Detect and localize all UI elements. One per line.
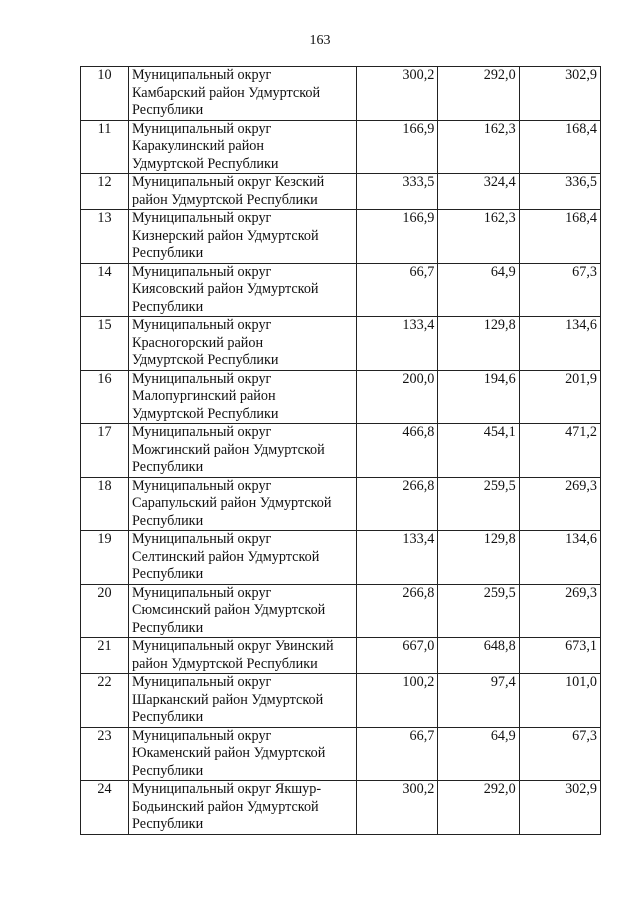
value-2: 97,4	[438, 674, 519, 728]
value-3: 168,4	[519, 210, 600, 264]
value-3: 134,6	[519, 531, 600, 585]
municipality-name: Муниципальный округ Кезский район Удмуртской Республики	[129, 174, 357, 210]
table-row	[81, 120, 601, 174]
value-3: 302,9	[519, 67, 600, 121]
table-row	[81, 638, 601, 674]
value-1: 466,8	[357, 424, 438, 478]
value-1: 266,8	[357, 477, 438, 531]
value-2: 259,5	[438, 584, 519, 638]
value-3: 101,0	[519, 674, 600, 728]
value-1: 133,4	[357, 531, 438, 585]
table-row	[81, 584, 601, 638]
municipality-name: Муниципальный округ Сарапульский район Удмуртской Республики	[129, 477, 357, 531]
value-2: 259,5	[438, 477, 519, 531]
value-3: 67,3	[519, 263, 600, 317]
table-row	[81, 674, 601, 728]
table-row	[81, 727, 601, 781]
row-number: 24	[81, 781, 129, 835]
value-1: 66,7	[357, 263, 438, 317]
municipality-name: Муниципальный округ Можгинский район Удмуртской Республики	[129, 424, 357, 478]
value-3: 471,2	[519, 424, 600, 478]
municipality-name: Муниципальный округ Якшур- Бодьинский район Удмуртской Республики	[129, 781, 357, 835]
row-number: 16	[81, 370, 129, 424]
municipality-name: Муниципальный округ Шарканский район Удмуртской Республики	[129, 674, 357, 728]
row-number: 21	[81, 638, 129, 674]
municipality-name: Муниципальный округ Увинский район Удмуртской Республики	[129, 638, 357, 674]
value-2: 454,1	[438, 424, 519, 478]
value-2: 162,3	[438, 210, 519, 264]
row-number: 23	[81, 727, 129, 781]
value-2: 64,9	[438, 263, 519, 317]
municipality-name: Муниципальный округ Красногорский район Удмуртской Республики	[129, 317, 357, 371]
municipality-name: Муниципальный округ Киясовский район Удмуртской Республики	[129, 263, 357, 317]
value-1: 300,2	[357, 67, 438, 121]
table-row	[81, 531, 601, 585]
value-1: 333,5	[357, 174, 438, 210]
table-row	[81, 317, 601, 371]
value-2: 292,0	[438, 67, 519, 121]
municipality-name: Муниципальный округ Кизнерский район Удмуртской Республики	[129, 210, 357, 264]
value-3: 201,9	[519, 370, 600, 424]
allocation-table-body	[81, 67, 601, 835]
municipality-name: Муниципальный округ Малопургинский район Удмуртской Республики	[129, 370, 357, 424]
municipality-name: Муниципальный округ Селтинский район Удмуртской Республики	[129, 531, 357, 585]
municipality-name: Муниципальный округ Сюмсинский район Удмуртской Республики	[129, 584, 357, 638]
row-number: 14	[81, 263, 129, 317]
value-3: 269,3	[519, 477, 600, 531]
value-1: 266,8	[357, 584, 438, 638]
table-row	[81, 67, 601, 121]
value-3: 302,9	[519, 781, 600, 835]
table-row	[81, 210, 601, 264]
table-row	[81, 370, 601, 424]
row-number: 17	[81, 424, 129, 478]
value-1: 200,0	[357, 370, 438, 424]
table-row	[81, 263, 601, 317]
row-number: 19	[81, 531, 129, 585]
value-1: 300,2	[357, 781, 438, 835]
value-2: 292,0	[438, 781, 519, 835]
value-1: 166,9	[357, 210, 438, 264]
value-2: 129,8	[438, 531, 519, 585]
value-3: 134,6	[519, 317, 600, 371]
table-row	[81, 424, 601, 478]
value-3: 336,5	[519, 174, 600, 210]
value-2: 194,6	[438, 370, 519, 424]
value-3: 168,4	[519, 120, 600, 174]
row-number: 12	[81, 174, 129, 210]
value-1: 66,7	[357, 727, 438, 781]
value-1: 667,0	[357, 638, 438, 674]
row-number: 13	[81, 210, 129, 264]
value-2: 64,9	[438, 727, 519, 781]
value-1: 133,4	[357, 317, 438, 371]
value-2: 129,8	[438, 317, 519, 371]
value-2: 648,8	[438, 638, 519, 674]
value-1: 166,9	[357, 120, 438, 174]
municipality-name: Муниципальный округ Каракулинский район Удмуртской Республики	[129, 120, 357, 174]
row-number: 11	[81, 120, 129, 174]
row-number: 18	[81, 477, 129, 531]
value-3: 269,3	[519, 584, 600, 638]
value-3: 67,3	[519, 727, 600, 781]
row-number: 15	[81, 317, 129, 371]
row-number: 20	[81, 584, 129, 638]
value-3: 673,1	[519, 638, 600, 674]
allocation-table	[80, 66, 601, 835]
row-number: 22	[81, 674, 129, 728]
municipality-name: Муниципальный округ Камбарский район Удмуртской Республики	[129, 67, 357, 121]
row-number: 10	[81, 67, 129, 121]
page-number: 163	[309, 33, 331, 48]
value-1: 100,2	[357, 674, 438, 728]
table-row	[81, 477, 601, 531]
value-2: 324,4	[438, 174, 519, 210]
municipality-name: Муниципальный округ Юкаменский район Удмуртской Республики	[129, 727, 357, 781]
value-2: 162,3	[438, 120, 519, 174]
table-row	[81, 781, 601, 835]
table-row	[81, 174, 601, 210]
